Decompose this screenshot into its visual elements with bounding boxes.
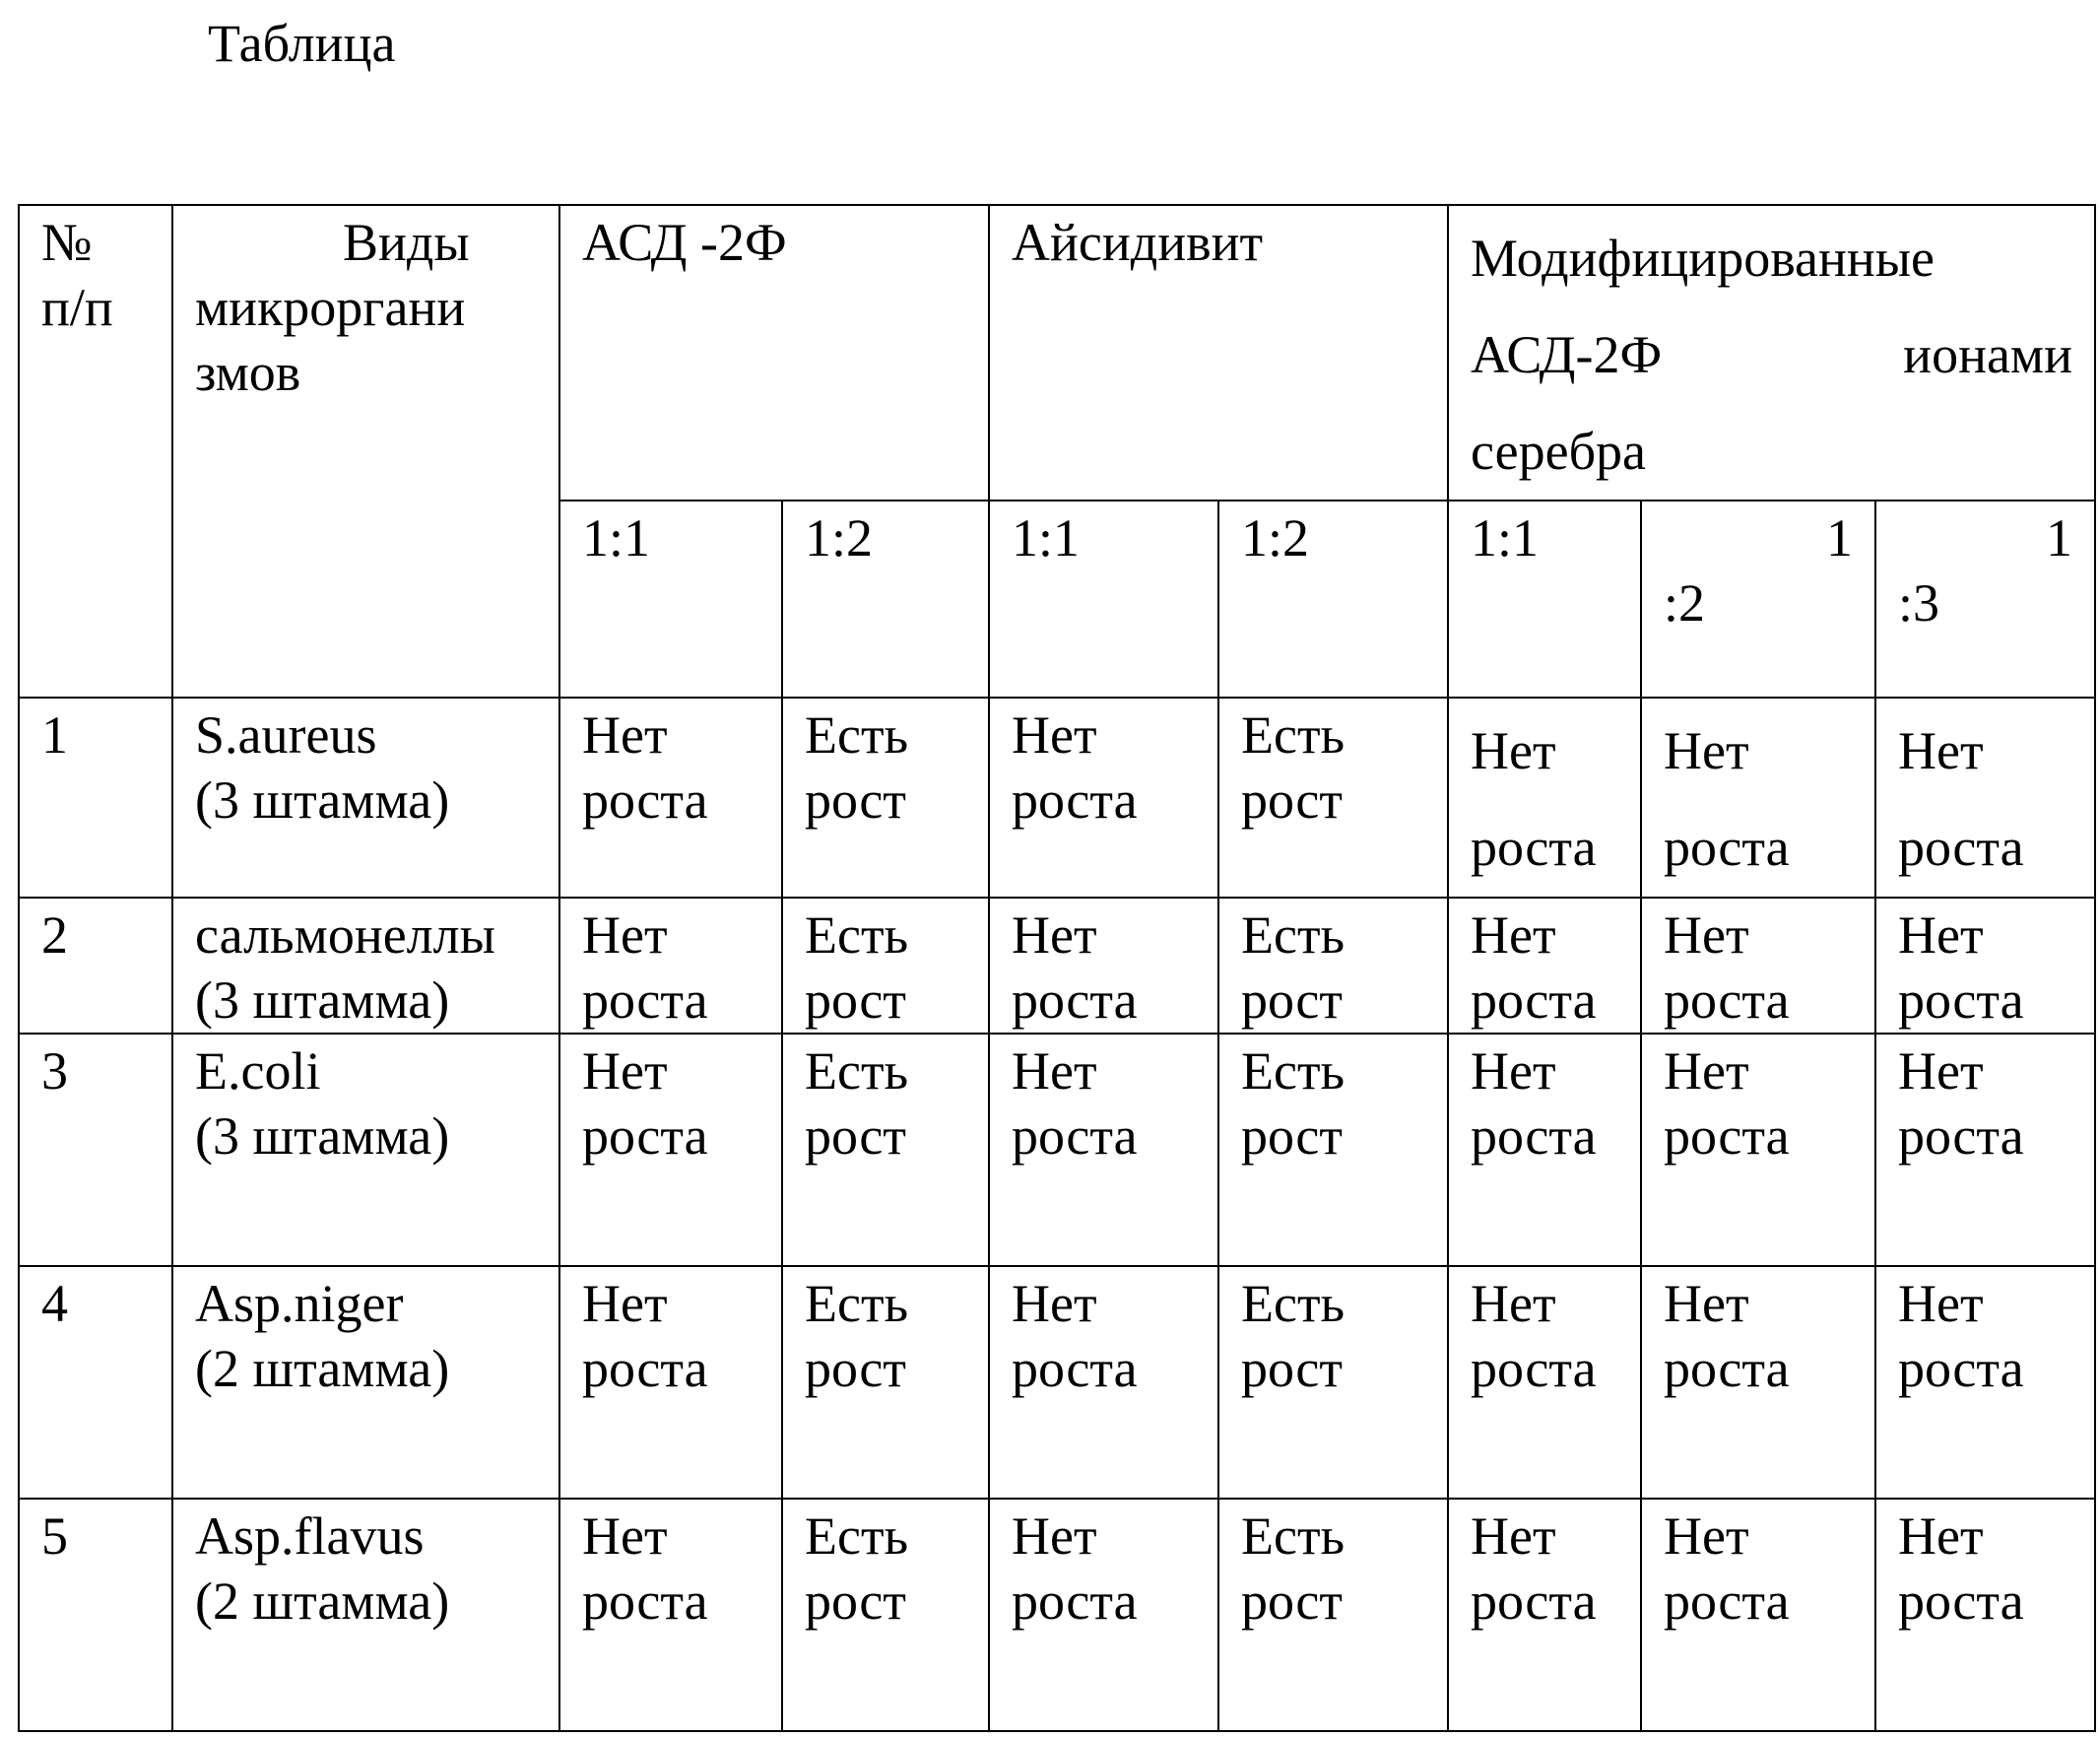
result-cell [1448,1034,1641,1266]
result-line2: рост [1241,1106,1343,1166]
result-line2: роста [582,770,708,830]
result-line2: роста [1898,970,2024,1030]
result-line1: Есть [1241,905,1345,965]
row-species [172,1034,559,1266]
results-table [18,204,2096,1732]
row-species [172,698,559,898]
result-line1: Нет [1012,1041,1097,1101]
result-line2: роста [1664,1106,1790,1166]
result-line1: Есть [1241,1506,1345,1566]
result-line1: Нет [1012,1274,1097,1333]
result-cell [782,1499,989,1731]
result-line2: рост [805,970,906,1030]
result-line1: Есть [805,905,909,965]
species-strains: (2 штамма) [195,1339,450,1398]
species-name: Asp.niger [195,1274,404,1333]
result-line1: Нет [1012,705,1097,765]
species-strains: (3 штамма) [195,970,450,1030]
species-name: S.aureus [195,705,377,765]
result-line2: роста [582,970,708,1030]
result-cell [1641,1266,1875,1499]
header-group-asd: АСД -2Ф [559,205,989,501]
result-cell [1641,698,1875,898]
result-line1: Нет [1664,1274,1749,1333]
result-line2: роста [1471,970,1597,1030]
ratio-mod-2-bottom: :2 [1664,573,1706,633]
result-line2: рост [1241,970,1343,1030]
result-cell [1875,1499,2095,1731]
result-line1: Есть [1241,1274,1345,1333]
result-cell [1448,898,1641,1034]
result-line2: роста [1898,1339,2024,1398]
result-line1: Нет [1664,905,1749,965]
header-num-line1: № [41,213,93,272]
result-cell [1875,698,2095,898]
result-line1: Нет [1664,1506,1749,1566]
result-cell [782,898,989,1034]
result-line2: роста [1012,1571,1138,1631]
result-line2: роста [1471,1339,1597,1398]
result-line1: Нет [1012,1506,1097,1566]
result-line2: рост [805,1106,906,1166]
result-line1: Есть [805,1506,909,1566]
result-cell [989,698,1218,898]
header-num-line2: п/п [41,278,113,337]
result-line2: роста [1664,1571,1790,1631]
result-line2: роста [1898,818,2024,877]
result-line1: Нет [1898,905,1984,965]
ratio-mod-3 [1875,501,2095,698]
ratio-mod-3-bottom: :3 [1898,573,1940,633]
result-cell [782,698,989,898]
result-line1: Нет [1471,1041,1556,1101]
result-cell [989,1266,1218,1499]
table-row [19,898,2095,1034]
species-strains: (3 штамма) [195,1106,450,1166]
row-num: 2 [19,898,172,1034]
result-cell [1875,1034,2095,1266]
header-group-modified [1448,205,2095,501]
header-species-cell [172,205,559,698]
result-cell [1641,1034,1875,1266]
result-line1: Нет [1664,1041,1749,1101]
result-line2: роста [1471,818,1597,877]
result-line1: Есть [805,705,909,765]
result-cell [559,898,782,1034]
row-species [172,898,559,1034]
result-line2: рост [1241,1571,1343,1631]
header-num-cell [19,205,172,698]
result-line1: Нет [582,705,668,765]
ratio-mod-2 [1641,501,1875,698]
result-cell [989,898,1218,1034]
row-num: 1 [19,698,172,898]
result-line2: роста [582,1571,708,1631]
result-line1: Нет [582,1274,668,1333]
result-line1: Нет [1664,721,1749,780]
result-line1: Есть [1241,1041,1345,1101]
table-row [19,698,2095,898]
table-row [19,1034,2095,1266]
result-line2: роста [1471,1571,1597,1631]
header-species-line3: змов [195,343,301,402]
row-num: 3 [19,1034,172,1266]
result-cell [782,1034,989,1266]
header-group-aisidivit: Айсидивит [989,205,1448,501]
result-line1: Есть [1241,705,1345,765]
result-line2: роста [1012,1106,1138,1166]
result-line2: роста [1664,970,1790,1030]
result-line1: Нет [1898,1274,1984,1333]
result-cell [559,698,782,898]
header-species-line2: микроргани [195,278,466,337]
ratio-mod-1: 1:1 [1448,501,1641,698]
result-cell [1218,1266,1448,1499]
result-cell [1218,698,1448,898]
table-row [19,1499,2095,1731]
result-line2: роста [1664,1339,1790,1398]
ratio-mod-2-top: 1 [1826,508,1854,568]
ratio-asd-2: 1:2 [782,501,989,698]
result-cell [1875,1266,2095,1499]
header-mod-line2b: ионами [1903,325,2073,384]
result-line1: Нет [1471,1506,1556,1566]
result-line1: Нет [1471,721,1556,780]
result-line2: рост [1241,770,1343,830]
result-cell [989,1034,1218,1266]
result-cell [1448,1266,1641,1499]
result-line2: роста [1898,1571,2024,1631]
result-line1: Нет [582,1506,668,1566]
result-line2: рост [805,1339,906,1398]
result-cell [1218,1034,1448,1266]
result-line2: роста [1664,818,1790,877]
species-name: E.coli [195,1041,321,1101]
result-line1: Нет [1898,1041,1984,1101]
result-line1: Нет [582,905,668,965]
result-line2: роста [1471,1106,1597,1166]
row-num: 4 [19,1266,172,1499]
row-species [172,1266,559,1499]
result-line1: Нет [1012,905,1097,965]
result-line2: роста [1012,970,1138,1030]
result-cell [559,1499,782,1731]
result-line1: Нет [582,1041,668,1101]
ratio-ais-2: 1:2 [1218,501,1448,698]
header-mod-line2 [1471,306,2072,403]
result-line1: Нет [1898,1506,1984,1566]
document-title: Таблица [208,14,396,73]
result-line1: Нет [1898,721,1984,780]
result-line2: рост [805,770,906,830]
row-num: 5 [19,1499,172,1731]
header-mod-line1: Модифицированные [1471,229,1935,288]
result-line1: Есть [805,1274,909,1333]
result-line2: роста [582,1339,708,1398]
result-line1: Нет [1471,1274,1556,1333]
result-cell [1448,1499,1641,1731]
result-cell [1641,898,1875,1034]
result-cell [1218,1499,1448,1731]
header-row-groups [19,205,2095,501]
row-species [172,1499,559,1731]
ratio-ais-1: 1:1 [989,501,1218,698]
result-cell [1641,1499,1875,1731]
result-line2: роста [1898,1106,2024,1166]
species-strains: (3 штамма) [195,770,450,830]
result-cell [1218,898,1448,1034]
result-line2: роста [1012,770,1138,830]
result-cell [559,1266,782,1499]
result-line1: Есть [805,1041,909,1101]
result-line2: роста [1012,1339,1138,1398]
result-cell [1448,698,1641,898]
result-line2: рост [1241,1339,1343,1398]
result-cell [1875,898,2095,1034]
ratio-asd-1: 1:1 [559,501,782,698]
ratio-mod-3-top: 1 [2046,508,2073,568]
result-cell [989,1499,1218,1731]
result-cell [559,1034,782,1266]
result-line1: Нет [1471,905,1556,965]
species-strains: (2 штамма) [195,1571,450,1631]
header-species-line1: Виды [343,213,470,272]
result-line2: роста [582,1106,708,1166]
result-line2: рост [805,1571,906,1631]
species-name: Asp.flavus [195,1506,425,1566]
table-row [19,1266,2095,1499]
result-cell [782,1266,989,1499]
species-name: сальмонеллы [195,905,495,965]
header-mod-line3: серебра [1471,422,1647,481]
header-mod-line2a: АСД-2Ф [1471,325,1663,384]
